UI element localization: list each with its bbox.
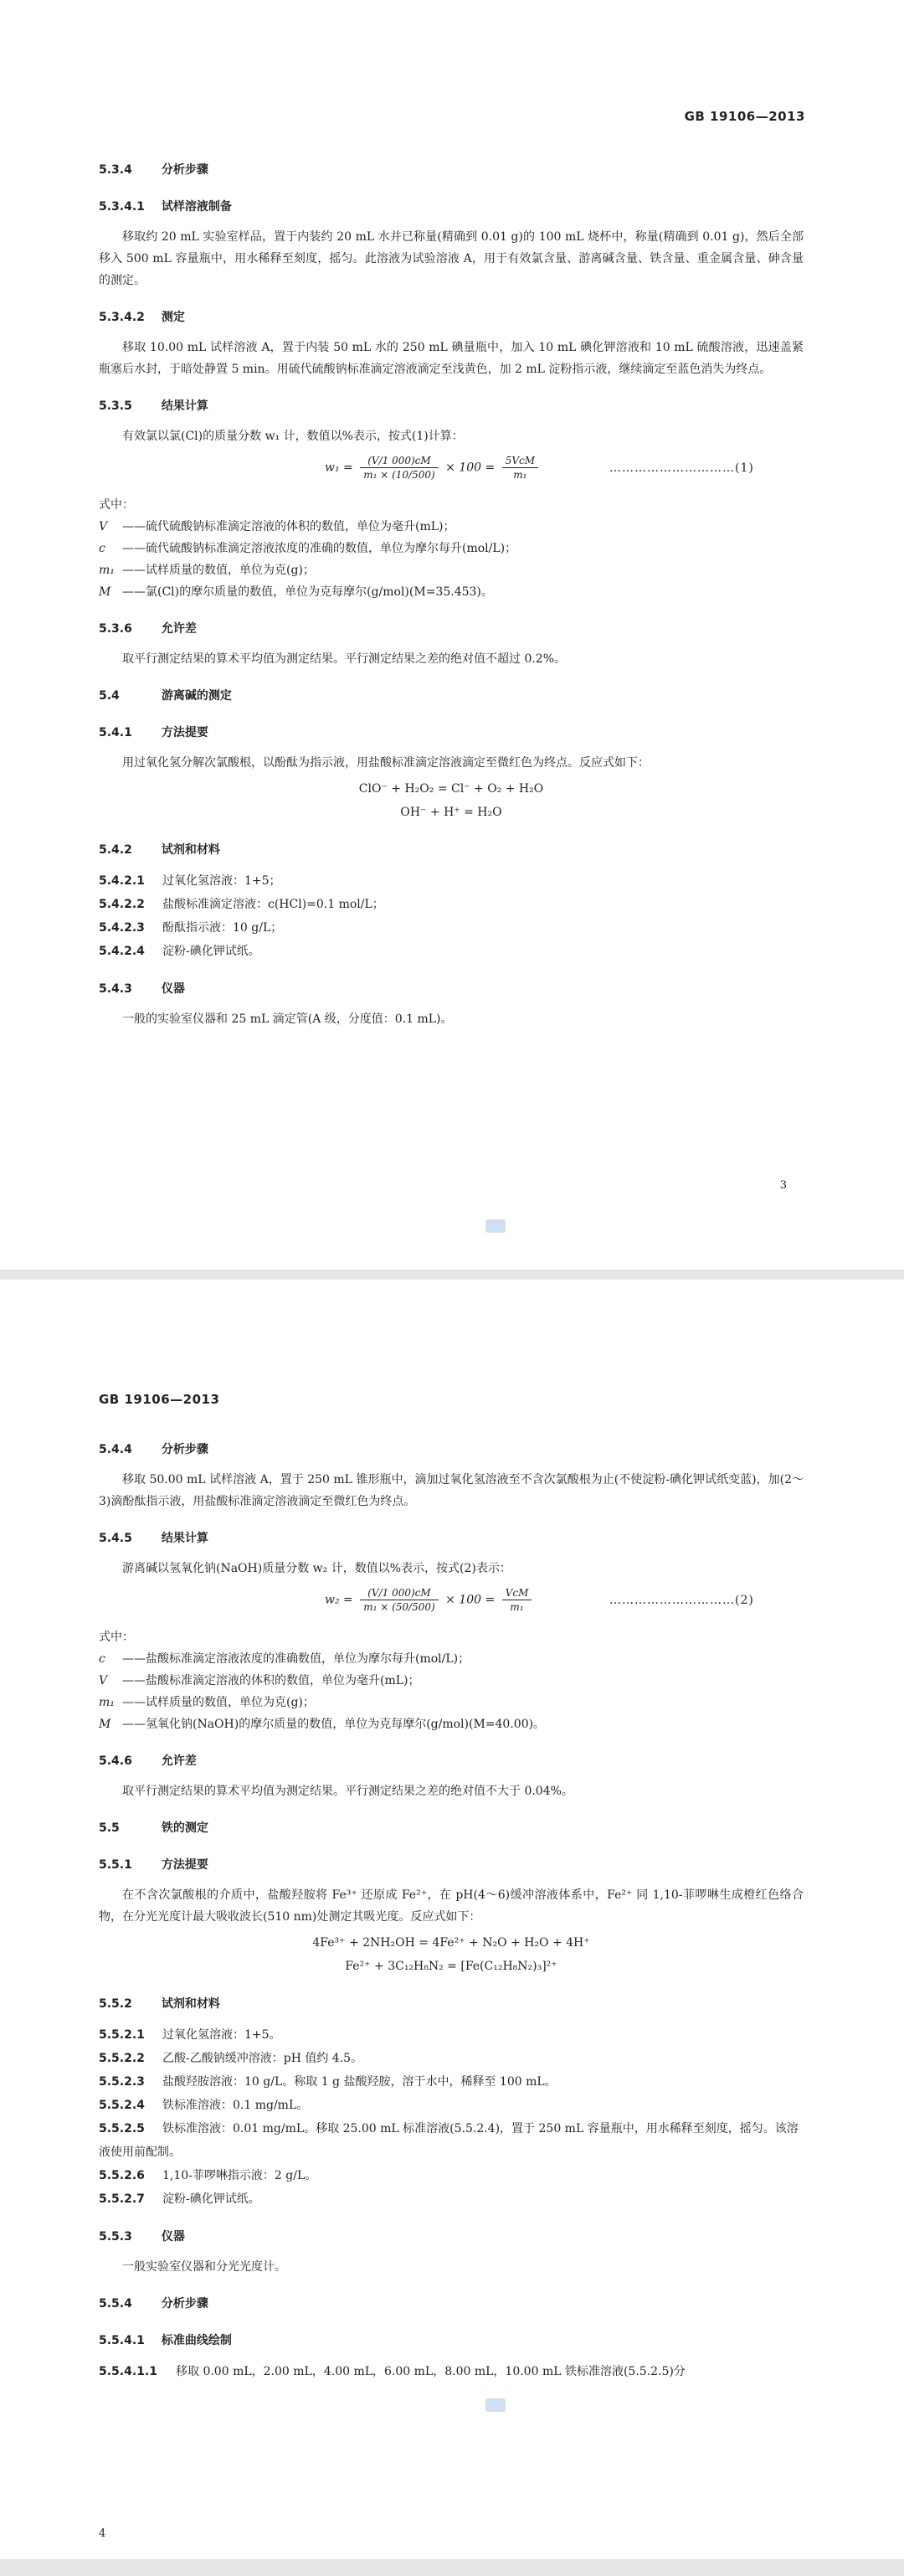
- paragraph: 有效氯以氯(Cl)的质量分数 w₁ 计，数值以%表示，按式(1)计算：: [122, 430, 464, 443]
- item-text: 酚酞指示液：10 g/L；: [162, 921, 283, 935]
- item-number: 5.4.2.1: [99, 874, 145, 888]
- section-number: 5.5.2: [99, 1997, 132, 2011]
- paragraph: 移取 10.00 mL 试样溶液 A，置于内装 50 mL 水的 250 mL 碘量瓶中，加入 10 mL 碘化钾溶液和 10 mL 硫酸溶液，迅速盖紧瓶塞后水封，于暗处静置 5 min。用硫代硫酸钠标准滴定溶液滴定至浅黄色，加 2 mL 淀粉指示液，继续滴定至蓝色消失为终点。: [99, 341, 804, 376]
- section-heading: [99, 159, 804, 181]
- fraction-numerator: (V/1 000)cM: [360, 454, 438, 468]
- section-number: 5.4.1: [99, 726, 132, 739]
- item-number: 5.5.2.7: [99, 2192, 145, 2206]
- fraction-numerator: 5VcM: [502, 454, 538, 468]
- section-heading: [99, 722, 804, 744]
- fraction-denominator: m₁ × (50/500): [363, 1601, 435, 1613]
- section-heading: [99, 1854, 804, 1876]
- page-header: GB 19106—2013: [99, 1392, 220, 1407]
- section-title: 标准曲线绘制: [161, 2334, 232, 2347]
- item-text: 铁标准溶液：0.1 mg/mL。: [162, 2099, 309, 2112]
- section-number: 5.5.4.1: [99, 2334, 145, 2347]
- fraction: [502, 454, 538, 482]
- section-heading: [99, 395, 804, 417]
- section-heading: [99, 2293, 804, 2315]
- item-number: 5.4.2.2: [99, 898, 145, 911]
- equation-lhs: w₂ =: [325, 1593, 353, 1607]
- section-number: 5.3.6: [99, 622, 132, 636]
- item-text: 盐酸标准滴定溶液：c(HCl)=0.1 mol/L；: [162, 898, 384, 911]
- item-text: 1,10-菲啰啉指示液：2 g/L。: [162, 2169, 317, 2182]
- section-title: 分析步骤: [161, 2297, 208, 2311]
- fraction: [360, 1586, 438, 1614]
- reaction-equation: 4Fe³⁺ + 2NH₂OH = 4Fe²⁺ + N₂O + H₂O + 4H⁺: [312, 1936, 590, 1950]
- page-2-content: [99, 1439, 804, 2383]
- variable-symbol: c: [99, 1652, 105, 1666]
- list-item: [99, 2094, 804, 2117]
- variable-definition: [99, 559, 804, 581]
- list-item: [99, 2023, 804, 2047]
- variable-text: ——试样质量的数值，单位为克(g)；: [122, 1696, 315, 1709]
- section-number: 5.4.3: [99, 982, 132, 996]
- item-number: 5.5.2.1: [99, 2028, 145, 2042]
- section-heading: [99, 2330, 804, 2352]
- page-separator: [0, 1270, 904, 1280]
- section-number: 5.4.5: [99, 1532, 132, 1545]
- equation-number: …………………………(2): [609, 1594, 754, 1607]
- variable-definition: [99, 538, 804, 559]
- fraction-numerator: VcM: [502, 1586, 532, 1600]
- section-number: 5.3.4: [99, 163, 132, 177]
- paragraph: 一般实验室仪器和分光光度计。: [122, 2260, 286, 2274]
- section-number: 5.4.6: [99, 1754, 132, 1768]
- page-1-content: [99, 159, 804, 1033]
- section-title: 测定: [161, 311, 185, 324]
- document-page-1: [0, 0, 904, 1270]
- reagent-list: [99, 869, 804, 963]
- item-text: 盐酸羟胺溶液：10 g/L。称取 1 g 盐酸羟胺，溶于水中，稀释至 100 mL。: [162, 2075, 557, 2089]
- list-item: [99, 2070, 804, 2094]
- item-number: 5.4.2.4: [99, 945, 145, 958]
- variable-text: ——试样质量的数值，单位为克(g)；: [122, 564, 315, 577]
- section-title: 试样溶液制备: [161, 200, 232, 214]
- variable-symbol: c: [99, 542, 105, 555]
- section-number: 5.3.5: [99, 399, 132, 413]
- page-number: 3: [779, 1179, 787, 1192]
- section-heading: [99, 839, 804, 861]
- list-item: [99, 916, 804, 940]
- variable-symbol: M: [99, 1718, 111, 1731]
- fraction-numerator: (V/1 000)cM: [360, 1586, 438, 1600]
- section-title: 允许差: [161, 622, 197, 636]
- item-number: 5.5.2.2: [99, 2052, 145, 2065]
- page-number: 4: [99, 2527, 106, 2540]
- section-title: 结果计算: [161, 1532, 208, 1545]
- watermark-icon: [485, 2398, 506, 2412]
- equation-operator: × 100 =: [445, 1593, 496, 1607]
- fraction: [360, 454, 438, 482]
- section-heading: [99, 618, 804, 640]
- item-number: 5.5.2.4: [99, 2099, 145, 2112]
- item-text: 淀粉-碘化钾试纸。: [162, 945, 260, 958]
- item-text: 乙酸-乙酸钠缓冲溶液：pH 值约 4.5。: [162, 2052, 363, 2065]
- reagent-list: [99, 2023, 804, 2211]
- section-title: 仪器: [161, 982, 185, 996]
- variable-definition: [99, 1670, 804, 1692]
- section-heading: [99, 1750, 804, 1772]
- item-text: 淀粉-碘化钾试纸。: [162, 2192, 260, 2206]
- reaction-equation: ClO⁻ + H₂O₂ = Cl⁻ + O₂ + H₂O: [358, 782, 544, 796]
- section-heading: [99, 1439, 804, 1461]
- list-item: [99, 2117, 804, 2164]
- section-number: 5.3.4.2: [99, 311, 145, 324]
- section-number: 5.5.4: [99, 2297, 132, 2311]
- section-number: 5.5: [99, 1821, 120, 1835]
- variable-symbol: V: [99, 1674, 108, 1687]
- item-text: 过氧化氢溶液：1+5；: [162, 874, 281, 888]
- section-heading: [99, 685, 804, 707]
- variable-text: ——盐酸标准滴定溶液的体积的数值，单位为毫升(mL)；: [122, 1674, 420, 1687]
- list-item: [99, 2360, 804, 2383]
- reaction-equation: Fe²⁺ + 3C₁₂H₈N₂ = [Fe(C₁₂H₈N₂)₃]²⁺: [345, 1960, 557, 1973]
- watermark-icon: [485, 1219, 506, 1233]
- equation-2: [99, 1583, 804, 1621]
- list-item: [99, 2187, 804, 2211]
- section-title: 方法提要: [161, 1858, 208, 1872]
- equation-lhs: w₁ =: [325, 461, 353, 475]
- item-text: 过氧化氢溶液：1+5。: [162, 2028, 281, 2042]
- section-heading: [99, 196, 804, 218]
- section-number: 5.3.4.1: [99, 200, 145, 214]
- variable-symbol: V: [99, 520, 108, 533]
- item-text: 移取 0.00 mL，2.00 mL，4.00 mL，6.00 mL，8.00 mL，10.00 mL 铁标准溶液(5.5.2.5)分: [176, 2365, 686, 2378]
- reaction-equation: OH⁻ + H⁺ = H₂O: [400, 806, 502, 819]
- list-item: [99, 2164, 804, 2187]
- where-label: 式中：: [99, 1631, 134, 1644]
- section-heading: [99, 1528, 804, 1549]
- list-item: [99, 869, 804, 893]
- paragraph: 一般的实验室仪器和 25 mL 滴定管(A 级，分度值：0.1 mL)。: [122, 1012, 453, 1026]
- list-item: [99, 2047, 804, 2070]
- section-title: 结果计算: [161, 399, 208, 413]
- section-number: 5.5.1: [99, 1858, 132, 1872]
- section-number: 5.4: [99, 689, 120, 703]
- equation-1: [99, 451, 804, 489]
- paragraph: 游离碱以氢氧化钠(NaOH)质量分数 w₂ 计，数值以%表示，按式(2)表示：: [122, 1562, 511, 1575]
- variable-definition: [99, 1713, 804, 1735]
- fraction-denominator: m₁ × (10/500): [363, 469, 435, 481]
- item-text: 铁标准溶液：0.01 mg/mL。移取 25.00 mL 标准溶液(5.5.2.4)，置于 250 mL 容量瓶中，用水稀释至刻度，摇匀。该溶液使用前配制。: [99, 2122, 799, 2159]
- section-title: 允许差: [161, 1754, 197, 1768]
- page-separator: [0, 2559, 904, 2576]
- fraction: [502, 1586, 532, 1614]
- variable-symbol: M: [99, 585, 111, 599]
- item-number: 5.5.4.1.1: [99, 2365, 157, 2378]
- section-heading: [99, 978, 804, 1000]
- variable-text: ——硫代硫酸钠标准滴定溶液浓度的准确的数值，单位为摩尔每升(mol/L)；: [122, 542, 517, 555]
- section-title: 试剂和材料: [161, 843, 220, 857]
- variable-text: ——硫代硫酸钠标准滴定溶液的体积的数值，单位为毫升(mL)；: [122, 520, 455, 533]
- equation-number: …………………………(1): [609, 461, 754, 475]
- paragraph: 在不含次氯酸根的介质中，盐酸羟胺将 Fe³⁺ 还原成 Fe²⁺，在 pH(4～6)缓冲溶液体系中，Fe²⁺ 同 1,10-菲啰啉生成橙红色络合物，在分光光度计最大吸收波长(510 nm)处测定其吸光度。反应式如下：: [99, 1888, 804, 1924]
- item-number: 5.4.2.3: [99, 921, 145, 935]
- equation-formula: [325, 454, 542, 482]
- variable-definition: [99, 1648, 804, 1670]
- paragraph: 取平行测定结果的算术平均值为测定结果。平行测定结果之差的绝对值不大于 0.04%。: [122, 1785, 573, 1798]
- document-page-2: [0, 1280, 904, 2559]
- item-number: 5.5.2.3: [99, 2075, 145, 2089]
- variable-definitions: [99, 1648, 804, 1735]
- section-number: 5.4.2: [99, 843, 132, 857]
- list-item: [99, 893, 804, 916]
- variable-text: ——氢氧化钠(NaOH)的摩尔质量的数值，单位为克每摩尔(g/mol)(M=40.00)。: [122, 1718, 546, 1731]
- paragraph: 移取 50.00 mL 试样溶液 A，置于 250 mL 锥形瓶中，滴加过氧化氢溶液至不含次氯酸根为止(不使淀粉-碘化钾试纸变蓝)，加(2～3)滴酚酞指示液，用盐酸标准滴定溶液滴定至微红色为终点。: [99, 1473, 804, 1508]
- section-title: 分析步骤: [161, 163, 208, 177]
- section-title: 游离碱的测定: [161, 689, 232, 703]
- equation-formula: [325, 1586, 535, 1614]
- page-header: GB 19106—2013: [684, 109, 805, 124]
- variable-text: ——盐酸标准滴定溶液浓度的准确数值，单位为摩尔每升(mol/L)；: [122, 1652, 470, 1666]
- paragraph: 取平行测定结果的算术平均值为测定结果。平行测定结果之差的绝对值不超过 0.2%。: [122, 652, 567, 666]
- section-heading: [99, 2226, 804, 2248]
- list-item: [99, 940, 804, 963]
- section-title: 分析步骤: [161, 1443, 208, 1456]
- section-title: 仪器: [161, 2230, 185, 2244]
- section-number: 5.5.3: [99, 2230, 132, 2244]
- variable-definition: [99, 1692, 804, 1713]
- variable-definition: [99, 516, 804, 538]
- section-heading: [99, 1817, 804, 1839]
- section-title: 方法提要: [161, 726, 208, 739]
- section-heading: [99, 307, 804, 328]
- section-title: 铁的测定: [161, 1821, 208, 1835]
- item-number: 5.5.2.6: [99, 2169, 145, 2182]
- section-number: 5.4.4: [99, 1443, 132, 1456]
- equation-operator: × 100 =: [445, 461, 496, 475]
- variable-symbol: m₁: [99, 1696, 115, 1709]
- paragraph: 用过氧化氢分解次氯酸根，以酚酞为指示液，用盐酸标准滴定溶液滴定至微红色为终点。反应式如下：: [122, 756, 650, 770]
- section-title: 试剂和材料: [161, 1997, 220, 2011]
- fraction-denominator: m₁: [513, 469, 527, 481]
- variable-definitions: [99, 516, 804, 603]
- section-heading: [99, 1993, 804, 2015]
- variable-symbol: m₁: [99, 564, 115, 577]
- where-label: 式中：: [99, 498, 134, 512]
- variable-text: ——氯(Cl)的摩尔质量的数值，单位为克每摩尔(g/mol)(M=35.453)。: [122, 585, 493, 599]
- variable-definition: [99, 581, 804, 603]
- paragraph: 移取约 20 mL 实验室样品，置于内装约 20 mL 水并已称量(精确到 0.01 g)的 100 mL 烧杯中，称量(精确到 0.01 g)，然后全部移入 500 mL 容量瓶中，用水稀释至刻度，摇匀。此溶液为试验溶液 A，用于有效氯含量、游离碱含量、铁含量、重金属含量、砷含量的测定。: [99, 230, 804, 287]
- fraction-denominator: m₁: [510, 1601, 524, 1613]
- item-number: 5.5.2.5: [99, 2122, 145, 2136]
